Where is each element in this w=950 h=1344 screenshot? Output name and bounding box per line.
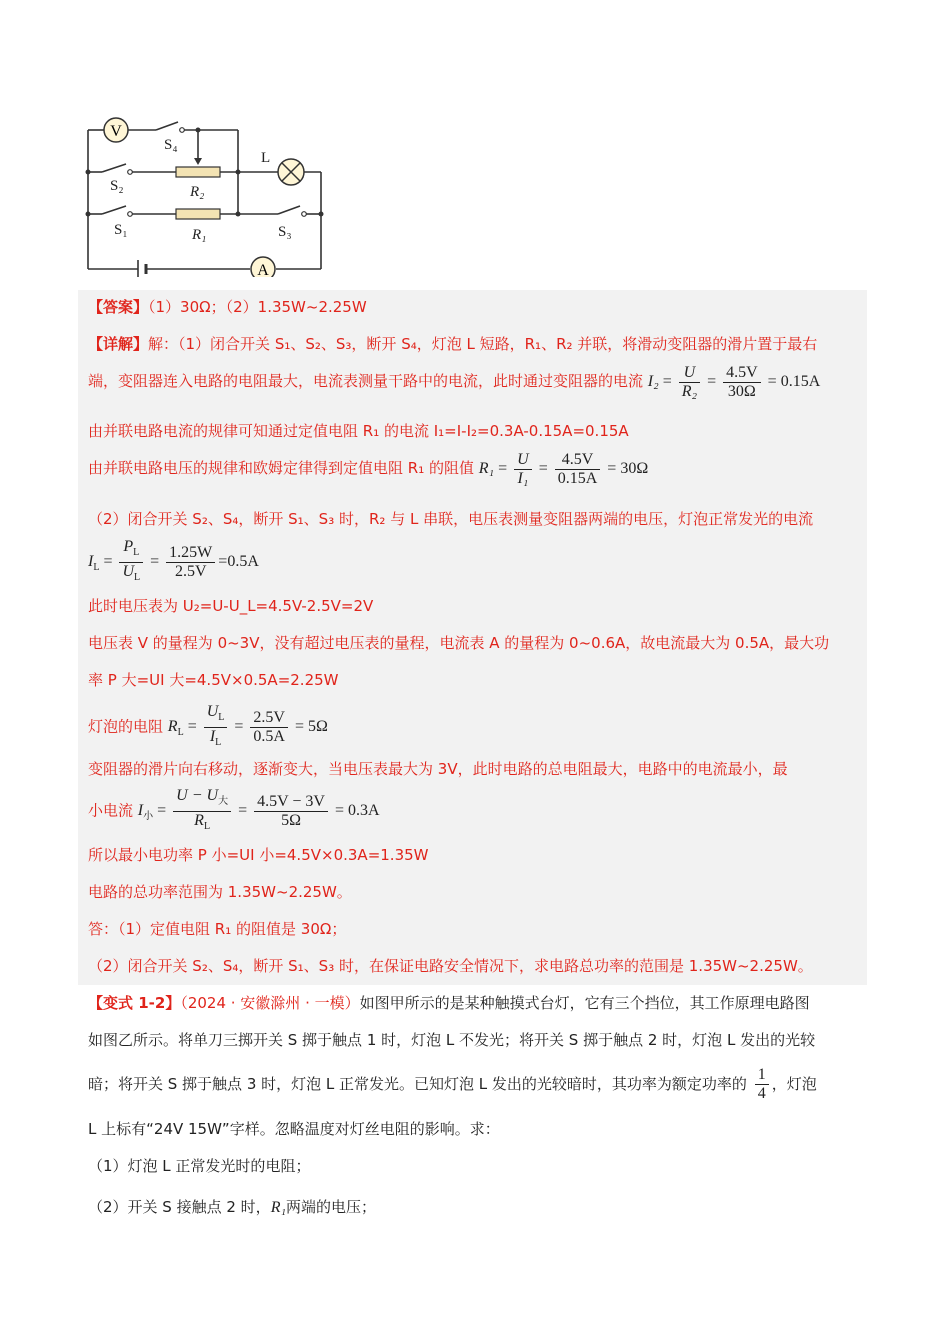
variant-source: （2024 · 安徽滁州 · 一模）	[180, 994, 360, 1012]
frac-den: R₂	[681, 383, 698, 400]
detail-line-5	[88, 508, 813, 530]
detail-tag: 【详解】	[88, 335, 149, 353]
detail-line-15	[88, 918, 346, 940]
formula-sub: L	[177, 727, 184, 739]
frac-num: 4.5V	[723, 364, 761, 383]
detail-line-6	[88, 538, 259, 587]
ammeter-label: A	[257, 262, 269, 277]
circuit-wires	[88, 122, 321, 269]
detail-text-7: 此时电压表为 U₂=U-U_L=4.5V-2.5V=2V	[88, 597, 374, 615]
variant-line-1	[88, 992, 810, 1014]
detail-text-10: 灯泡的电阻	[88, 717, 164, 736]
frac-num: U − U	[176, 787, 219, 804]
detail-text-2: 端，变阻器连入电路的电阻最大，电流表测量干路中的电流，此时通过变阻器的电流	[88, 372, 644, 391]
circuit-diagram	[78, 112, 338, 277]
formula-sub: 大	[218, 796, 229, 808]
question-1-text: （1）灯泡 L 正常发光时的电阻；	[88, 1157, 311, 1175]
frac-num: P	[123, 538, 134, 555]
frac-den: 5Ω	[281, 812, 301, 830]
formula-sub: L	[93, 562, 100, 574]
detail-line-10	[88, 703, 328, 752]
s2-label: S₂	[110, 178, 124, 194]
frac-num: 4.5V − 3V	[254, 793, 328, 812]
slider-arrow-icon	[194, 158, 202, 165]
variant-text-2: 如图乙所示。将单刀三掷开关 S 掷于触点 1 时，灯泡 L 不发光；将开关 S 掷于触点 2 时，灯泡 L 发出的光较	[88, 1031, 816, 1049]
variant-line-2	[88, 1029, 815, 1051]
variant-line-3	[88, 1066, 817, 1103]
formula-imin: $I_小$ = $\frac{U - U_大}{R_L}$ = $\frac{4.5V - 3V}{5\Omega}$ = 0.3A	[137, 787, 380, 833]
variant-text-4: L 上标有“24V 15W”字样。忽略温度对灯丝电阻的影响。求：	[88, 1120, 500, 1138]
variant-tag: 【变式 1-2】	[88, 994, 181, 1012]
detail-text-15: 答：（1）定值电阻 R₁ 的阻值是 30Ω；	[88, 920, 347, 938]
formula-lhs: I	[137, 802, 144, 820]
frac-den: R	[194, 812, 204, 830]
formula-i2: I₂ = $\frac{U}{\text{R₂}}$ = $\frac{4.5V}{30\Omega}$ = 0.15A	[647, 364, 821, 400]
detail-text-4: 由并联电路电压的规律和欧姆定律得到定值电阻 R₁ 的阻值	[88, 459, 474, 478]
detail-line-14	[88, 881, 352, 903]
formula-result: 0.15A	[780, 373, 821, 391]
formula-lhs: R	[167, 718, 178, 736]
detail-text-9: 率 P 大=UI 大=4.5V×0.5A=2.25W	[88, 671, 339, 689]
formula-result: 0.3A	[347, 802, 380, 820]
answer-line	[88, 296, 367, 318]
frac-num: U	[514, 451, 532, 470]
formula-sub: L	[215, 737, 222, 749]
question-2-tail: 两端的电压；	[286, 1198, 377, 1216]
detail-line-4	[88, 451, 648, 488]
r1-label: R₁	[192, 227, 207, 243]
detail-line-1	[88, 333, 817, 355]
detail-text-12: 小电流	[88, 801, 134, 820]
formula-lhs: I	[88, 553, 94, 571]
formula-result: 30Ω	[620, 460, 649, 478]
frac-num: U	[679, 364, 700, 383]
formula-sub: L	[203, 821, 211, 833]
frac-num: 4.5V	[555, 451, 601, 470]
question-2-symbol: R₁	[270, 1199, 287, 1216]
variant-line-4	[88, 1118, 500, 1140]
detail-line-11	[88, 758, 788, 780]
frac-den: 0.5A	[253, 728, 285, 746]
detail-text-1: 解：（1）闭合开关 S₁、S₂、S₃，断开 S₄，灯泡 L 短路，R₁、R₂ 并联，将滑动变阻器的滑片置于最右	[148, 335, 818, 353]
frac-num: 1	[755, 1066, 769, 1085]
frac-num: 1.25W	[166, 544, 215, 563]
variant-text-3-tail: ，灯泡	[771, 1075, 817, 1093]
detail-text-13: 所以最小电功率 P 小=UI 小=4.5V×0.3A=1.35W	[88, 846, 429, 864]
frac-den: U	[122, 563, 135, 581]
fraction-one-quarter	[755, 1066, 769, 1103]
battery-icon	[138, 260, 146, 277]
r2-label: R₂	[190, 184, 205, 200]
detail-line-2	[88, 364, 820, 401]
formula-sub: L	[133, 547, 140, 559]
formula-result: 0.5A	[227, 553, 259, 571]
frac-den: 4	[757, 1085, 766, 1102]
detail-text-16: （2）闭合开关 S₂、S₄，断开 S₁、S₃ 时，在保证电路安全情况下，求电路总功率的范围是 1.35W~2.25W。	[88, 957, 813, 975]
question-2	[88, 1196, 376, 1219]
frac-den: 2.5V	[174, 563, 207, 581]
resistor-r1	[176, 209, 220, 219]
detail-text-5: （2）闭合开关 S₂、S₄，断开 S₁、S₃ 时，R₂ 与 L 串联，电压表测量变阻器两端的电压，灯泡正常发光的电流	[88, 510, 814, 528]
formula-rl: $R_L$ = $\frac{U_L}{I_L}$ = $\frac{2.5V}{0.5A}$ = 5Ω	[167, 703, 328, 749]
detail-line-16	[88, 955, 813, 977]
formula-r1: R₁ = $\frac{U}{\text{I₁}}$ = $\frac{4.5V}{0.15A}$ = 30Ω	[478, 451, 649, 487]
resistor-r2	[176, 167, 220, 177]
frac-num: U	[206, 703, 219, 720]
answer-tag: 【答案】	[88, 298, 149, 316]
frac-den: I	[209, 728, 216, 746]
detail-line-8	[88, 632, 829, 654]
detail-line-12	[88, 787, 380, 836]
detail-line-3	[88, 420, 629, 442]
formula-sub: L	[134, 572, 141, 584]
formula-sub: 小	[143, 811, 154, 823]
lamp-label: L	[261, 150, 271, 166]
detail-text-3: 由并联电路电流的规律可知通过定值电阻 R₁ 的电流 I₁=I-I₂=0.3A-0.15A=0.15A	[88, 422, 629, 440]
detail-text-14: 电路的总功率范围为 1.35W~2.25W。	[88, 883, 352, 901]
frac-den: I₁	[517, 470, 529, 487]
question-2-text: （2）开关 S 接触点 2 时，	[88, 1198, 271, 1216]
formula-sub: L	[218, 712, 225, 724]
voltmeter-label: V	[110, 123, 122, 140]
detail-line-7	[88, 595, 373, 617]
frac-num: 2.5V	[250, 709, 288, 728]
s4-label: S₄	[164, 137, 178, 153]
variant-text-3: 暗；将开关 S 掷于触点 3 时，灯泡 L 正常发光。已知灯泡 L 发出的光较暗时，其功率为额定功率的	[88, 1075, 747, 1093]
s3-label: S₃	[278, 224, 292, 240]
s1-label: S₁	[114, 222, 128, 238]
formula-lhs: I₂	[647, 373, 659, 391]
frac-den: 30Ω	[727, 383, 756, 400]
formula-result: 5Ω	[308, 718, 328, 736]
frac-den: 0.15A	[557, 470, 598, 487]
formula-lhs: R₁	[478, 460, 495, 478]
detail-line-13	[88, 844, 429, 866]
question-1	[88, 1155, 310, 1177]
variant-text-1: 如图甲所示的是某种触摸式台灯，它有三个挡位，其工作原理电路图	[359, 994, 810, 1012]
answer-text: （1）30Ω；（2）1.35W~2.25W	[148, 298, 367, 316]
detail-line-9	[88, 669, 339, 691]
detail-text-8: 电压表 V 的量程为 0~3V，没有超过电压表的量程，电流表 A 的量程为 0~0.6A，故电流最大为 0.5A，最大功	[88, 634, 830, 652]
detail-text-11: 变阻器的滑片向右移动，逐渐变大，当电压表最大为 3V，此时电路的总电阻最大，电路中的电流最小，最	[88, 760, 788, 778]
formula-il: $I_L$ = $\frac{P_L}{U_L}$ = $\frac{1.25W}{2.5V}$ =0.5A	[88, 538, 259, 584]
